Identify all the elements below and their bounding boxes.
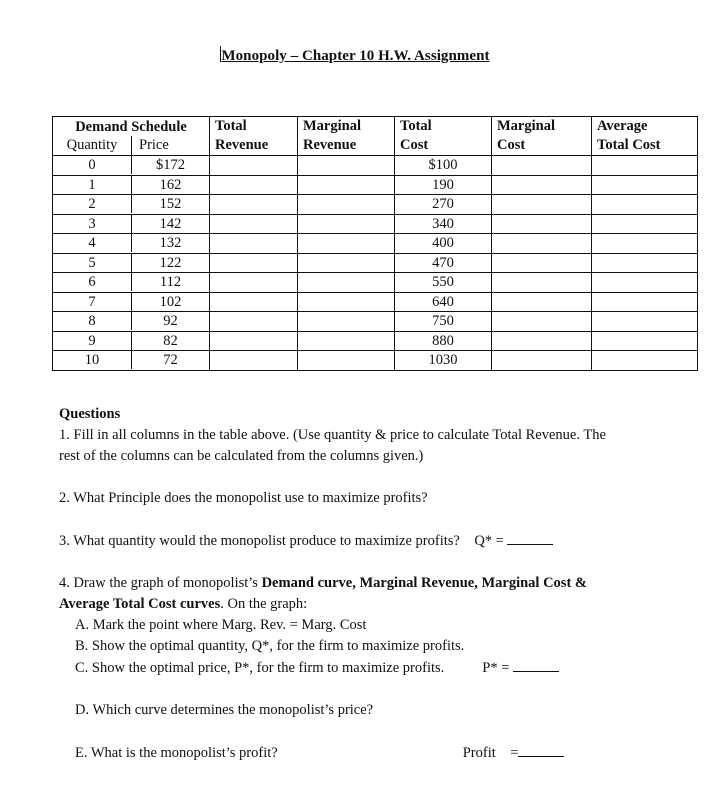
profit-blank[interactable]	[518, 742, 564, 757]
marginal-cost-cell[interactable]	[492, 234, 592, 254]
price-value: 82	[163, 332, 178, 349]
price-value: 112	[159, 274, 182, 291]
marginal-revenue-cell[interactable]	[298, 351, 395, 371]
header-price: Price	[139, 137, 169, 153]
demand-cell	[53, 253, 210, 273]
table-row	[53, 292, 698, 312]
quantity-value: 3	[53, 215, 132, 233]
marginal-cost-cell[interactable]	[492, 273, 592, 293]
total-revenue-cell[interactable]	[210, 234, 298, 254]
average-total-cost-cell[interactable]	[592, 253, 698, 273]
price-value: $172	[156, 157, 185, 174]
total-revenue-cell[interactable]	[210, 331, 298, 351]
demand-cell	[53, 312, 210, 332]
total-cost-cell: 640	[395, 292, 492, 312]
total-revenue-cell[interactable]	[210, 214, 298, 234]
marginal-revenue-cell[interactable]	[298, 331, 395, 351]
average-total-cost-cell[interactable]	[592, 351, 698, 371]
quantity-value: 4	[53, 234, 132, 252]
table-row	[53, 156, 698, 176]
table-row	[53, 351, 698, 371]
total-revenue-cell[interactable]	[210, 175, 298, 195]
table-row	[53, 234, 698, 254]
marginal-revenue-cell[interactable]	[298, 253, 395, 273]
p-star-blank[interactable]	[513, 657, 559, 672]
average-total-cost-cell[interactable]	[592, 175, 698, 195]
header-total-cost: Total Cost	[395, 117, 492, 156]
total-revenue-cell[interactable]	[210, 253, 298, 273]
total-cost-cell: 190	[395, 175, 492, 195]
demand-cell	[53, 156, 210, 176]
price-value: 162	[159, 176, 182, 193]
question-4e: E. What is the monopolist’s profit? Profit =	[59, 742, 679, 764]
marginal-revenue-cell[interactable]	[298, 234, 395, 254]
question-4c: C. Show the optimal price, P*, for the firm to maximize profits. P* =	[59, 657, 679, 679]
price-value: 92	[163, 313, 178, 330]
total-revenue-cell[interactable]	[210, 351, 298, 371]
question-4a: A. Mark the point where Marg. Rev. = Marg. Cost	[75, 617, 367, 633]
marginal-revenue-cell[interactable]	[298, 292, 395, 312]
question-2: 2. What Principle does the monopolist use to maximize profits?	[59, 490, 428, 506]
price-value: 132	[159, 235, 182, 252]
total-cost-cell: 880	[395, 331, 492, 351]
quantity-value: 1	[53, 176, 132, 194]
quantity-value: 5	[53, 254, 132, 272]
question-3: 3. What quantity would the monopolist produce to maximize profits? Q* =	[59, 530, 679, 552]
quantity-value: 8	[53, 312, 132, 330]
question-4: 4. Draw the graph of monopolist’s Demand curve, Marginal Revenue, Marginal Cost & Average Total Cost curves. On the graph: A. Mark the point where Marg. Rev. = Marg. Cost B. Show the optimal quantity, Q*, for the firm to maximize profits. C. Show the optimal price, P*, for the firm to maximize profits. P* = D. Which curve determines the monopolist’s price? E. What is the monopolist’s profit? Profit =	[59, 573, 679, 764]
total-revenue-cell[interactable]	[210, 156, 298, 176]
question-4b: B. Show the optimal quantity, Q*, for the firm to maximize profits.	[75, 638, 465, 654]
document-title: Monopoly – Chapter 10 H.W. Assignment	[221, 48, 490, 64]
marginal-cost-cell[interactable]	[492, 292, 592, 312]
question-4d: D. Which curve determines the monopolist’s price?	[75, 702, 374, 718]
average-total-cost-cell[interactable]	[592, 292, 698, 312]
header-marginal-cost: Marginal Cost	[492, 117, 592, 156]
total-revenue-cell[interactable]	[210, 312, 298, 332]
header-quantity: Quantity	[53, 136, 132, 155]
marginal-revenue-cell[interactable]	[298, 273, 395, 293]
marginal-revenue-cell[interactable]	[298, 175, 395, 195]
marginal-revenue-cell[interactable]	[298, 195, 395, 215]
demand-cell	[53, 273, 210, 293]
quantity-value: 7	[53, 293, 132, 311]
marginal-revenue-cell[interactable]	[298, 312, 395, 332]
total-cost-cell: 1030	[395, 351, 492, 371]
average-total-cost-cell[interactable]	[592, 312, 698, 332]
questions-section	[59, 404, 679, 764]
demand-cell	[53, 351, 210, 371]
marginal-cost-cell[interactable]	[492, 214, 592, 234]
table-header-row	[53, 117, 698, 156]
table-row	[53, 195, 698, 215]
total-cost-cell: 550	[395, 273, 492, 293]
marginal-cost-cell[interactable]	[492, 195, 592, 215]
table-row	[53, 331, 698, 351]
price-value: 72	[163, 352, 178, 369]
demand-cell	[53, 195, 210, 215]
questions-heading: Questions	[59, 406, 121, 422]
total-cost-cell: 270	[395, 195, 492, 215]
question-1: 1. Fill in all columns in the table above. (Use quantity & price to calculate Total Revenue. The rest of the columns can be calculated from the columns given.)	[59, 427, 606, 464]
header-marginal-revenue: Marginal Revenue	[298, 117, 395, 156]
average-total-cost-cell[interactable]	[592, 214, 698, 234]
table-row	[53, 253, 698, 273]
total-revenue-cell[interactable]	[210, 195, 298, 215]
quantity-value: 9	[53, 332, 132, 350]
marginal-revenue-cell[interactable]	[298, 156, 395, 176]
cost-revenue-table	[52, 116, 698, 371]
quantity-value: 6	[53, 273, 132, 291]
total-cost-cell: $100	[395, 156, 492, 176]
header-total-revenue: Total Revenue	[210, 117, 298, 156]
marginal-cost-cell[interactable]	[492, 331, 592, 351]
price-value: 102	[159, 293, 182, 310]
price-value: 152	[159, 196, 182, 213]
total-revenue-cell[interactable]	[210, 273, 298, 293]
total-revenue-cell[interactable]	[210, 292, 298, 312]
marginal-cost-cell[interactable]	[492, 253, 592, 273]
q-star-blank[interactable]	[507, 530, 553, 545]
average-total-cost-cell[interactable]	[592, 234, 698, 254]
q-star-label: Q* =	[474, 533, 504, 549]
marginal-revenue-cell[interactable]	[298, 214, 395, 234]
quantity-value: 2	[53, 195, 132, 213]
marginal-cost-cell[interactable]	[492, 175, 592, 195]
table-row	[53, 214, 698, 234]
demand-cell	[53, 292, 210, 312]
average-total-cost-cell[interactable]	[592, 156, 698, 176]
quantity-value: 0	[53, 156, 132, 174]
profit-label: Profit	[462, 745, 496, 761]
total-cost-cell: 470	[395, 253, 492, 273]
total-cost-cell: 340	[395, 214, 492, 234]
header-demand-schedule: Demand Schedule Quantity Price	[53, 117, 210, 156]
table-row	[53, 273, 698, 293]
average-total-cost-cell[interactable]	[592, 331, 698, 351]
table-row	[53, 312, 698, 332]
demand-cell	[53, 175, 210, 195]
total-cost-cell: 750	[395, 312, 492, 332]
header-average-total-cost: Average Total Cost	[592, 117, 698, 156]
marginal-cost-cell[interactable]	[492, 351, 592, 371]
p-star-label: P* =	[482, 660, 510, 676]
price-value: 122	[159, 254, 182, 271]
price-value: 142	[159, 215, 182, 232]
average-total-cost-cell[interactable]	[592, 273, 698, 293]
total-cost-cell: 400	[395, 234, 492, 254]
demand-cell	[53, 234, 210, 254]
average-total-cost-cell[interactable]	[592, 195, 698, 215]
demand-cell	[53, 214, 210, 234]
quantity-value: 10	[53, 351, 132, 369]
demand-cell	[53, 331, 210, 351]
marginal-cost-cell[interactable]	[492, 156, 592, 176]
marginal-cost-cell[interactable]	[492, 312, 592, 332]
table-row	[53, 175, 698, 195]
